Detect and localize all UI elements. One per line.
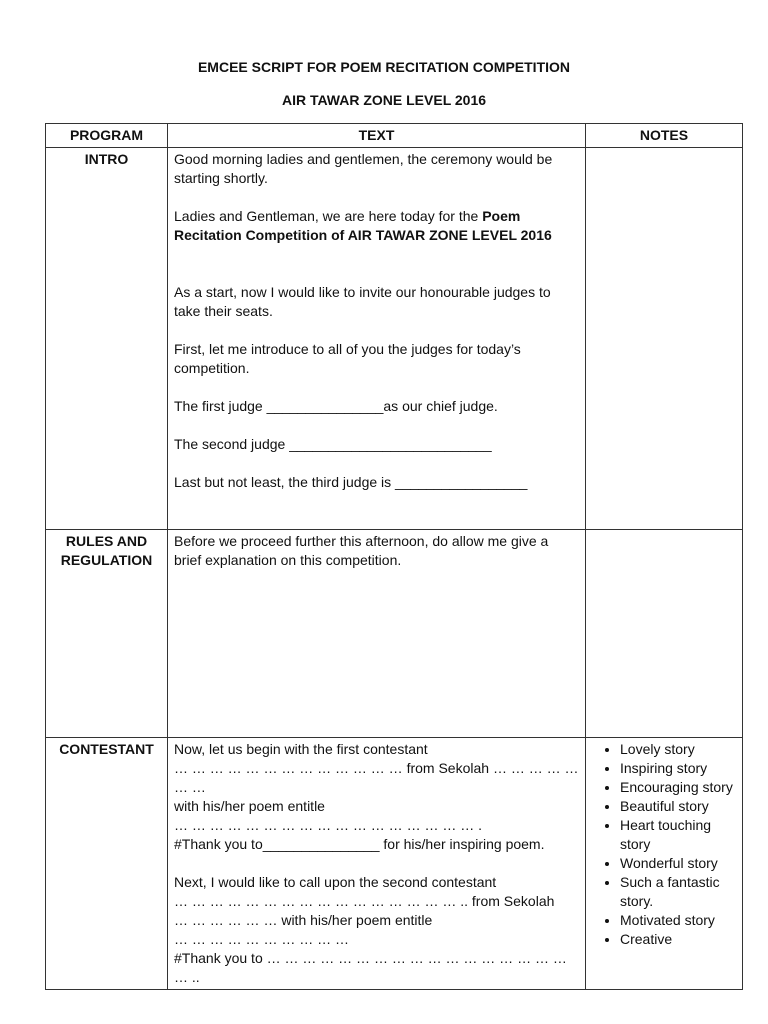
intro-paragraph-2 — [174, 207, 579, 245]
contestant-2-line-1: Next, I would like to call upon the second contestant — [174, 874, 497, 890]
script-table — [45, 123, 743, 990]
contestant-1-thanks: #Thank you to_______________ for his/her inspiring poem. — [174, 836, 545, 852]
contestant-1-line-1: Now, let us begin with the first contestant — [174, 741, 428, 757]
intro-paragraph-2-lead: Ladies and Gentleman, we are here today for the — [174, 208, 483, 224]
contestant-1-line-2: … … … … … … … … … … … … … from Sekolah … … … … … … … — [174, 760, 579, 795]
contestant-1-line-3: with his/her poem entitle — [174, 798, 325, 814]
contestant-2-line-3: … … … … … … with his/her poem entitle — [174, 912, 433, 928]
column-header-text: TEXT — [168, 124, 586, 148]
list-item: • Heart touching story — [620, 816, 736, 854]
second-judge-line: The second judge __________________________ — [174, 436, 492, 452]
first-judge-line: The first judge _______________as our chief judge. — [174, 398, 498, 414]
table-row-rules — [46, 530, 743, 738]
table-row-intro — [46, 148, 743, 530]
list-item: • Creative — [620, 930, 736, 949]
contestant-2-line-2: … … … … … … … … … … … … … … … … .. from Sekolah — [174, 893, 555, 909]
table-header-row — [46, 124, 743, 148]
contestant-2-line-4: … … … … … … … … … … — [174, 931, 350, 947]
contestant-notes-cell — [586, 738, 743, 990]
rules-paragraph-1: Before we proceed further this afternoon, do allow me give a brief explanation on this competition. — [174, 533, 549, 568]
contestant-2-thanks: #Thank you to … … … … … … … … … … … … … … … … … … .. — [174, 950, 567, 985]
competition-name: Poem Recitation Competition of AIR TAWAR ZONE LEVEL 2016 — [174, 208, 552, 243]
column-header-program: PROGRAM — [46, 124, 168, 148]
document-title: EMCEE SCRIPT FOR POEM RECITATION COMPETITION — [197, 59, 571, 75]
intro-text-cell — [168, 148, 586, 530]
intro-paragraph-4: First, let me introduce to all of you the judges for today’s competition. — [174, 341, 521, 376]
list-item: • Wonderful story — [620, 854, 736, 873]
intro-paragraph-3: As a start, now I would like to invite our honourable judges to take their seats. — [174, 284, 551, 319]
document-subtitle: AIR TAWAR ZONE LEVEL 2016 — [281, 92, 487, 108]
contestant-1-line-4: … … … … … … … … … … … … … … … … … . — [174, 817, 483, 833]
intro-notes-cell — [586, 148, 743, 530]
list-item: • Motivated story — [620, 911, 736, 930]
list-item: • Inspiring story — [620, 759, 736, 778]
third-judge-line: Last but not least, the third judge is _________________ — [174, 474, 528, 490]
program-intro: INTRO — [46, 148, 168, 530]
list-item: • Beautiful story — [620, 797, 736, 816]
intro-paragraph-1: Good morning ladies and gentlemen, the ceremony would be starting shortly. — [174, 151, 553, 186]
notes-list — [592, 740, 736, 949]
program-rules: RULES AND REGULATION — [46, 530, 168, 738]
contestant-text-cell — [168, 738, 586, 990]
list-item: • Lovely story — [620, 740, 736, 759]
program-contestant: CONTESTANT — [46, 738, 168, 990]
list-item: • Encouraging story — [620, 778, 736, 797]
rules-text-cell — [168, 530, 586, 738]
list-item: • Such a fantastic story. — [620, 873, 736, 911]
table-row-contestant — [46, 738, 743, 990]
rules-notes-cell — [586, 530, 743, 738]
column-header-notes: NOTES — [586, 124, 743, 148]
